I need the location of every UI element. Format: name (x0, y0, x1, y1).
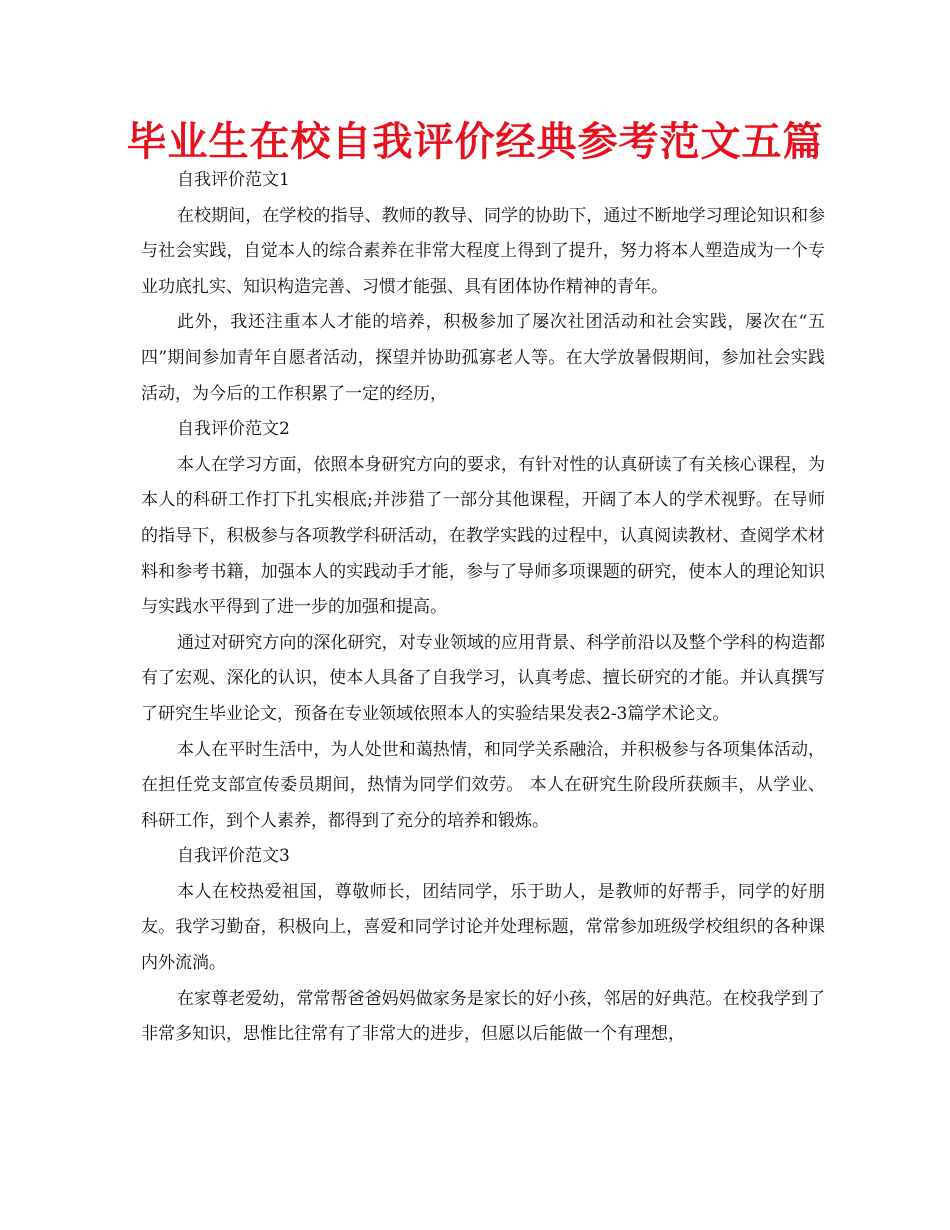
paragraph: 通过对研究方向的深化研究，对专业领域的应用背景、科学前沿以及整个学科的构造都有了宏观、深化的认识，使本人具备了自我学习，认真考虑、擅长研究的才能。并认真撰写了研究生毕业论文，预备在专业领域依照本人的实验结果发表2-3篇学术论文。 (141, 632, 825, 724)
paragraph: 本人在校热爱祖国，尊敬师长，团结同学，乐于助人，是教师的好帮手，同学的好朋友。我学习勤奋，积极向上，喜爱和同学讨论并处理标题，常常参加班级学校组织的各种课内外流淌。 (141, 881, 825, 974)
paragraph: 此外，我还注重本人才能的培养，积极参加了屡次社团活动和社会实践，屡次在“五四”期间参加青年自愿者活动，探望并协助孤寡老人等。在大学放暑假期间，参加社会实践活动，为今后的工作积累了一定的经历， (141, 312, 825, 404)
section-heading-3: 自我评价范文3 (177, 846, 290, 867)
document-title: 毕业生在校自我评价经典参考范文五篇 (126, 119, 824, 165)
paragraph: 本人在学习方面，依照本身研究方向的要求，有针对性的认真研读了有关核心课程，为本人的科研工作打下扎实根底;并涉猎了一部分其他课程，开阔了本人的学术视野。在导师的指导下，积极参与各项教学科研活动，在教学实践的过程中，认真阅读教材、查阅学术材料和参考书籍，加强本人的实践动手才能，参与了导师多项课题的研究，使本人的理论知识与实践水平得到了进一步的加强和提高。 (141, 454, 825, 618)
paragraph: 在家尊老爱幼，常常帮爸爸妈妈做家务是家长的好小孩，邻居的好典范。在校我学到了非常多知识，思惟比往常有了非常大的进步，但愿以后能做一个有理想， (141, 988, 825, 1045)
document-body (141, 163, 825, 1053)
paragraph: 本人在平时生活中，为人处世和蔼热情，和同学关系融洽，并积极参与各项集体活动，在担任党支部宣传委员期间，热情为同学们效劳。 本人在研究生阶段所获颇丰，从学业、科研工作，到个人素养，都得到了充分的培养和锻炼。 (141, 739, 825, 831)
section-heading-2: 自我评价范文2 (177, 419, 290, 440)
section-heading-1: 自我评价范文1 (177, 170, 290, 190)
paragraph: 在校期间，在学校的指导、教师的教导、同学的协助下，通过不断地学习理论知识和参与社会实践，自觉本人的综合素养在非常大程度上得到了提升，努力将本人塑造成为一个专业功底扎实、知识构造完善、习惯才能强、具有团体协作精神的青年。 (141, 205, 825, 297)
